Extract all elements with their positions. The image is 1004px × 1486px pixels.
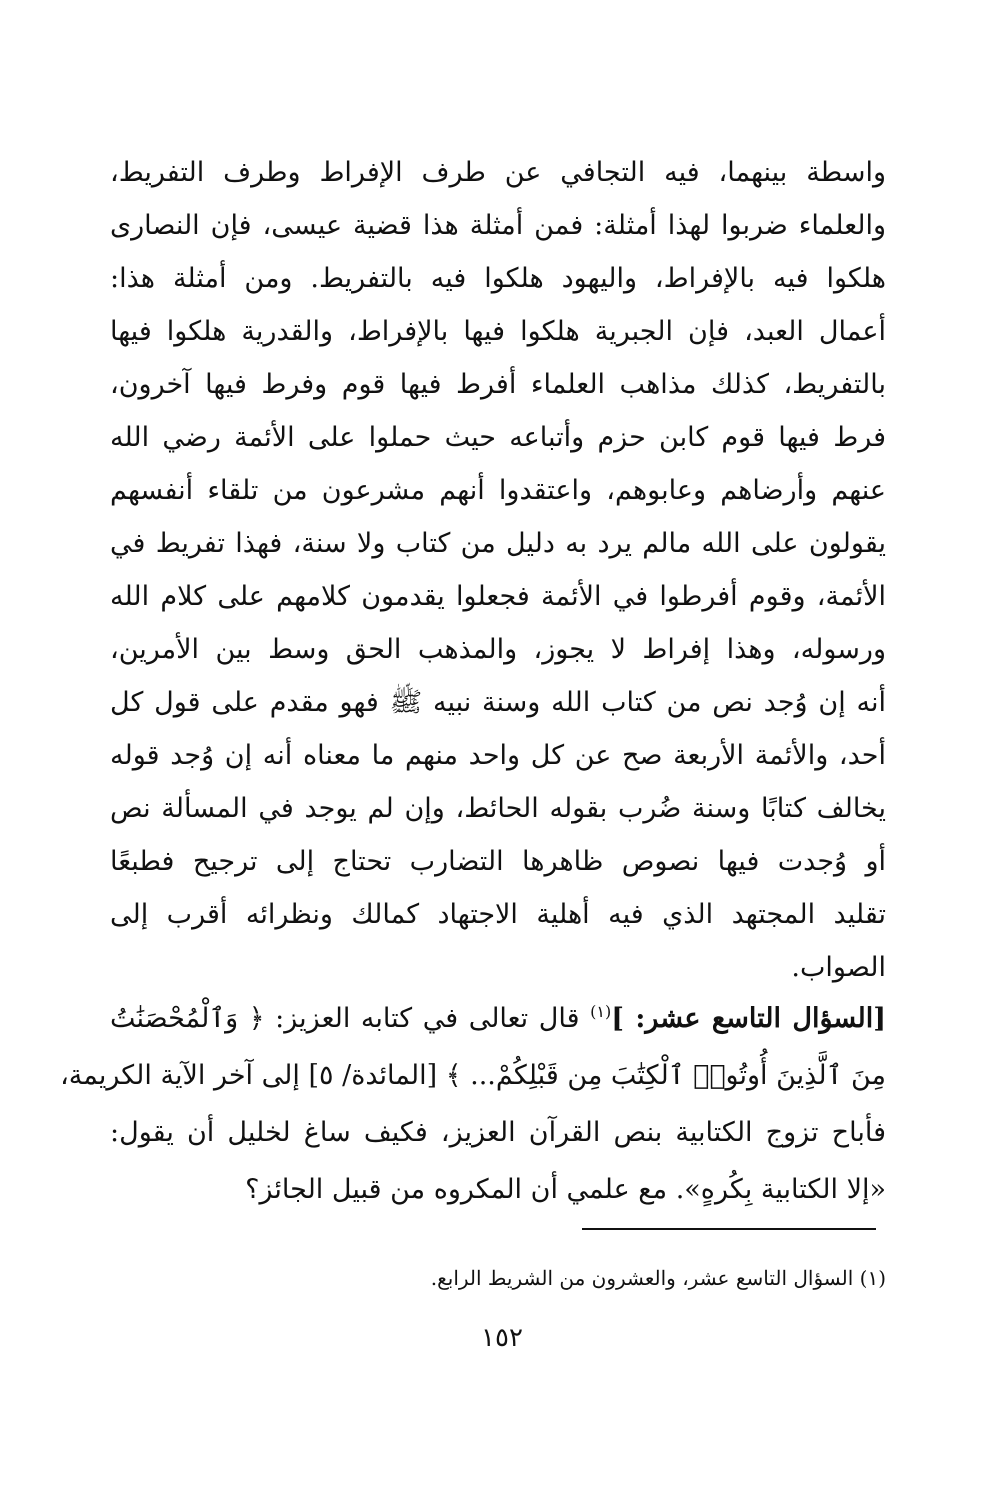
question-line — [110, 990, 886, 1047]
body-line: أو وُجدت فيها نصوص ظاهرها التضارب تحتاج إلى ترجيح فطبعًا — [110, 846, 886, 877]
body-line: أعمال العبد، فإن الجبرية هلكوا فيها بالإفراط، والقدرية هلكوا فيها — [110, 316, 886, 347]
body-line: هلكوا فيه بالإفراط، واليهود هلكوا فيه بالتفريط. ومن أمثلة هذا: — [110, 263, 886, 294]
body-line: ورسوله، وهذا إفراط لا يجوز، والمذهب الحق وسط بين الأمرين، — [110, 634, 886, 665]
question-line: فأباح تزوج الكتابية بنص القرآن العزيز، فكيف ساغ لخليل أن يقول: — [110, 1117, 886, 1148]
question-line: مِنَ ٱلَّذِينَ أُوتُوا۟ ٱلْكِتَٰبَ مِن قَبْلِكُمْ... ﴾ [المائدة/ ٥] إلى آخر الآية الكريمة، — [60, 1060, 886, 1091]
body-line: يخالف كتابًا وسنة ضُرب بقوله الحائط، وإن لم يوجد في المسألة نص — [110, 793, 886, 824]
footnote: (١) السؤال التاسع عشر، والعشرون من الشريط الرابع. — [430, 1266, 886, 1290]
body-line: واسطة بينهما، فيه التجافي عن طرف الإفراط وطرف التفريط، — [110, 157, 886, 188]
question-text: قال تعالى في كتابه العزيز: ﴿ وَٱلْمُحْصَنَٰتُ — [110, 1003, 591, 1034]
body-line: أحد، والأئمة الأربعة صح عن كل واحد منهم ما معناه أنه إن وُجد قوله — [110, 740, 886, 771]
question-line: «إلا الكتابية بِكُرهٍ». مع علمي أن المكروه من قبيل الجائز؟ — [245, 1174, 886, 1205]
body-line: فرط فيها قوم كابن حزم وأتباعه حيث حملوا على الأئمة رضي الله — [110, 422, 886, 453]
body-line: الأئمة، وقوم أفرطوا في الأئمة فجعلوا يقدمون كلامهم على كلام الله — [110, 581, 886, 612]
body-line: بالتفريط، كذلك مذاهب العلماء أفرط فيها قوم وفرط فيها آخرون، — [110, 369, 887, 400]
body-line: تقليد المجتهد الذي فيه أهلية الاجتهاد كمالك ونظرائه أقرب إلى — [110, 899, 886, 930]
body-line: أنه إن وُجد نص من كتاب الله وسنة نبيه ﷺ فهو مقدم على قول كل — [110, 687, 886, 718]
footnote-marker[interactable]: (١) — [590, 1002, 612, 1021]
question-label: [السؤال التاسع عشر: ] — [611, 1003, 886, 1034]
question-paragraph — [60, 990, 886, 1218]
body-line: يقولون على الله مالم يرد به دليل من كتاب ولا سنة، فهذا تفريط في — [110, 528, 886, 559]
page-number: ١٥٢ — [481, 1323, 523, 1353]
body-line: والعلماء ضربوا لهذا أمثلة: فمن أمثلة هذا قضية عيسى، فإن النصارى — [110, 210, 886, 241]
footnote-separator — [582, 1228, 876, 1230]
body-line: عنهم وأرضاهم وعابوهم، واعتقدوا أنهم مشرعون من تلقاء أنفسهم — [110, 475, 886, 506]
body-paragraph — [110, 146, 886, 994]
body-line: الصواب. — [791, 952, 886, 983]
